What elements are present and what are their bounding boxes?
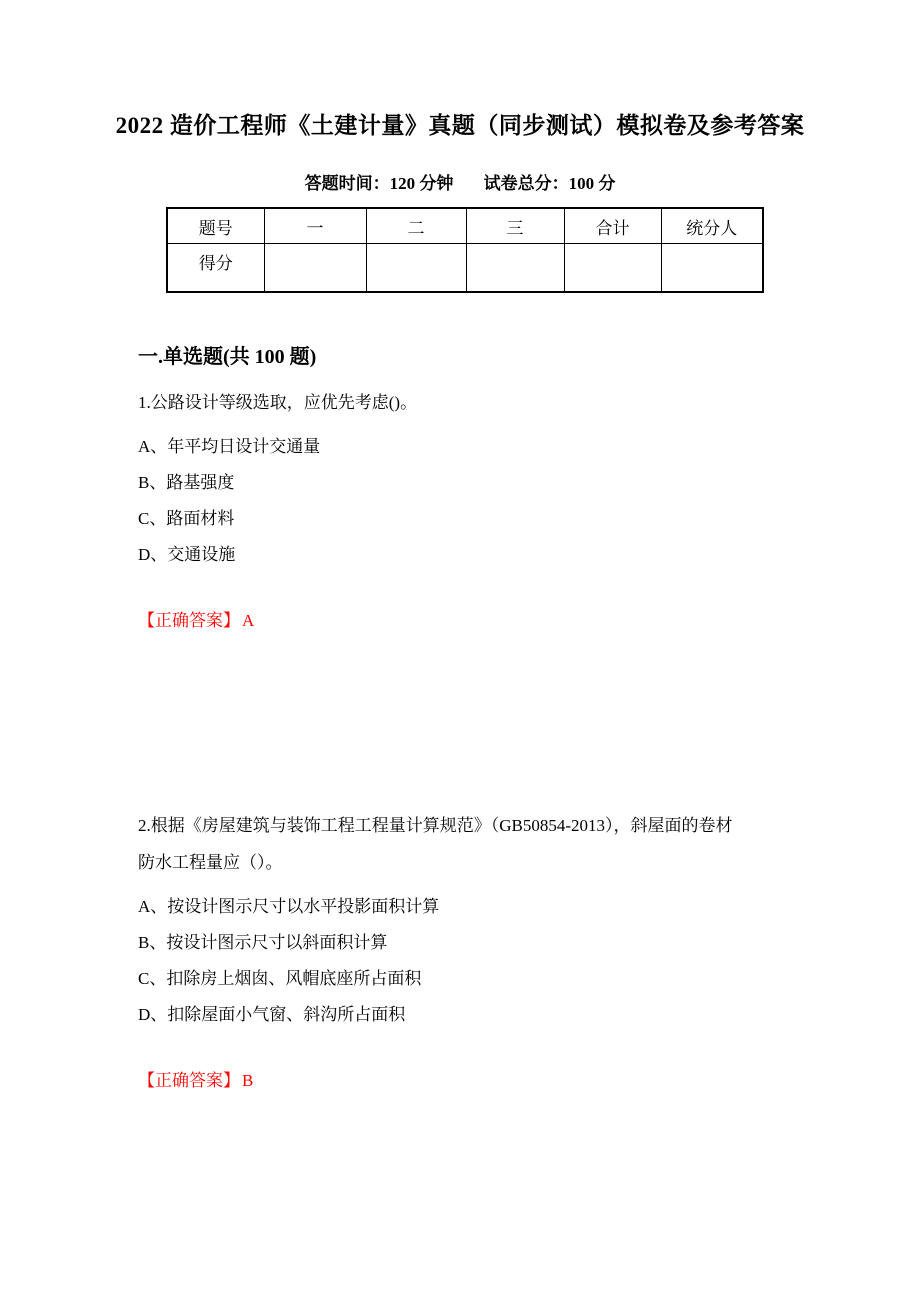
document-title: 2022 造价工程师《土建计量》真题（同步测试）模拟卷及参考答案 xyxy=(115,113,805,138)
score-header-scorer: 统分人 xyxy=(661,208,763,244)
question-2-option-b: B、按设计图示尺寸以斜面积计算 xyxy=(138,933,388,952)
question-1-option-c: C、路面材料 xyxy=(138,509,235,528)
score-cell-empty xyxy=(564,244,661,293)
score-table-header-row xyxy=(167,208,763,244)
correct-answer-label: 【正确答案】 xyxy=(138,611,240,630)
score-header-part-1: 一 xyxy=(264,208,366,244)
exam-meta-line xyxy=(0,170,920,198)
question-2-correct-answer xyxy=(138,1070,814,1091)
question-2-option-c: C、扣除房上烟囱、风帽底座所占面积 xyxy=(138,969,422,988)
score-cell-empty xyxy=(366,244,466,293)
exam-time-label: 答题时间：120 分钟 xyxy=(304,174,454,193)
score-cell-empty xyxy=(661,244,763,293)
score-header-total: 合计 xyxy=(564,208,661,244)
score-table-score-row xyxy=(167,244,763,293)
correct-answer-value: B xyxy=(242,1071,254,1090)
score-cell-empty xyxy=(264,244,366,293)
score-header-question-no: 题号 xyxy=(167,208,264,244)
question-1-option-a: A、年平均日设计交通量 xyxy=(138,437,321,456)
question-1 xyxy=(138,384,814,631)
section-heading-single-choice: 一.单选题(共 100 题) xyxy=(138,346,317,368)
score-header-part-2: 二 xyxy=(366,208,466,244)
score-row-label: 得分 xyxy=(167,244,264,293)
correct-answer-value: A xyxy=(242,611,255,630)
score-cell-empty xyxy=(466,244,564,293)
exam-total-score-label: 试卷总分：100 分 xyxy=(483,174,616,193)
question-2 xyxy=(138,807,814,1091)
score-header-part-3: 三 xyxy=(466,208,564,244)
question-1-option-b: B、路基强度 xyxy=(138,473,235,492)
correct-answer-label: 【正确答案】 xyxy=(138,1071,240,1090)
question-2-text-line-1: 2.根据《房屋建筑与装饰工程工程量计算规范》（GB50854-2013），斜屋面的卷材 xyxy=(138,816,733,835)
score-table xyxy=(166,207,764,293)
question-2-option-d: D、扣除屋面小气窗、斜沟所占面积 xyxy=(138,1005,406,1024)
question-1-option-d: D、交通设施 xyxy=(138,545,236,564)
question-1-correct-answer xyxy=(138,610,814,631)
question-2-text-line-2: 防水工程量应（）。 xyxy=(138,853,283,872)
question-2-option-a: A、按设计图示尺寸以水平投影面积计算 xyxy=(138,897,440,916)
question-1-text: 1.公路设计等级选取，应优先考虑()。 xyxy=(138,393,418,412)
